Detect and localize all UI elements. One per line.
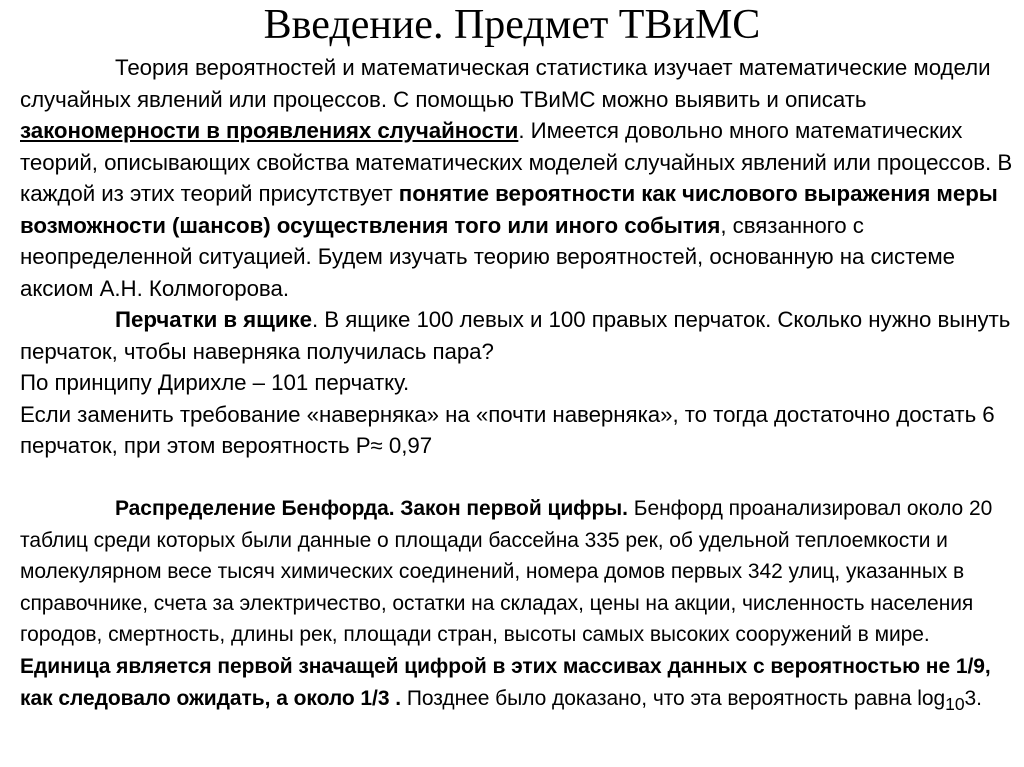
slide-title: Введение. Предмет ТВиМС <box>263 2 761 48</box>
intro-underlined-bold: закономерности в проявлениях случайности <box>20 118 519 143</box>
benford-heading: Распределение Бенфорда. Закон первой цифры. <box>115 497 628 520</box>
intro-paragraph <box>20 52 1020 462</box>
gloves-dirichlet: По принципу Дирихле – 101 перчатку. <box>20 370 410 395</box>
gloves-text: . В ящике 100 левых и 100 правых перчаток. Сколько нужно вынуть перчаток, чтобы наверняка получилась пара? <box>20 307 1011 364</box>
intro-bold-definition: понятие вероятности как числового выражения меры возможности (шансов) осуществления того или иного события <box>20 181 998 238</box>
gloves-heading: Перчатки в ящике <box>115 307 313 332</box>
gloves-almost-sure: Если заменить требование «наверняка» на «почти наверняка», то тогда достаточно достать 6 перчаток, при этом вероятность Р≈ 0,97 <box>20 401 995 458</box>
intro-text-c: . Имеется довольно много математических теорий, описывающих свойства математических моделей случайных явлений или процессов. В каждой из этих теорий присутствует <box>20 118 1013 206</box>
benford-conclusion-rest: Позднее было доказано, что эта вероятность равна log <box>401 686 946 710</box>
intro-text-a: Теория вероятностей и математическая статистика изучает математические модели случайных явлений или процессов. С помощью ТВиМС можно выявить и описать <box>20 55 991 112</box>
benford-conclusion: Единица является первой значащей цифрой в этих массивах данных с вероятностью не 1/9, как следовало ожидать, а около 1/3 . <box>20 654 991 710</box>
benford-text: Бенфорд проанализировал около 20 таблиц среди которых были данные о площади бассейна 335 рек, об удельной теплоемкости и молекулярном весе тысяч химических соединений, номера домов первых 342 улиц, указанных в справочнике, счета за электричество, остатки на складах, цены на акции, численность населения городов, смертность, длины рек, площади стран, высоты самых высоких сооружений в мире. <box>20 497 993 647</box>
benford-paragraph <box>20 493 1020 720</box>
intro-text-e: , связанного с неопределенной ситуацией. Будем изучать теорию вероятностей, основанную на системе аксиом А.Н. Колмогорова. <box>20 212 955 301</box>
log-value: 3. <box>964 686 982 710</box>
log-base: 10 <box>945 693 965 714</box>
